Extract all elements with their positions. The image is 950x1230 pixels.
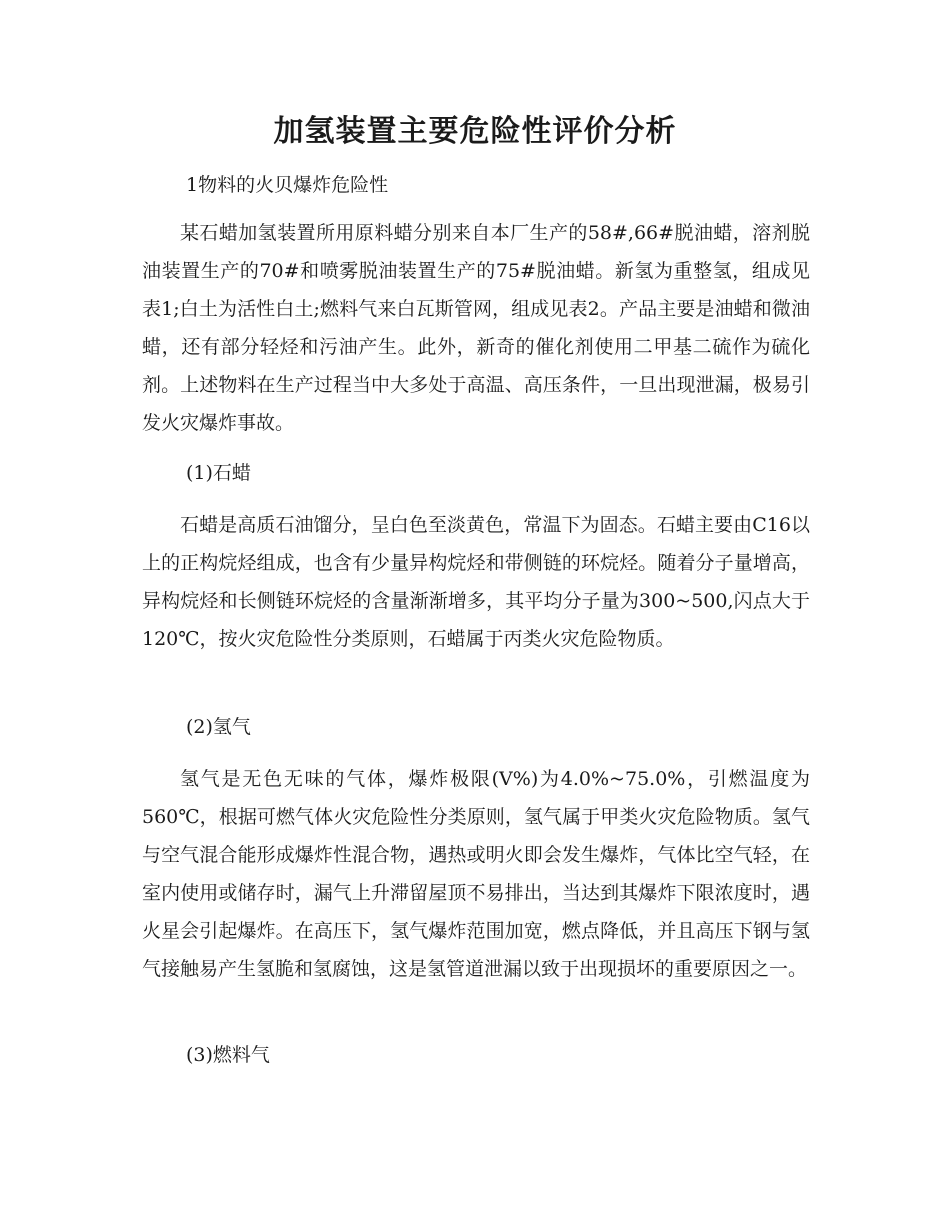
subsection-heading-paraffin: (1)石蜡 <box>186 462 251 484</box>
document-title: 加氢装置主要危险性评价分析 <box>273 114 677 149</box>
paragraph-paraffin: 石蜡是高质石油馏分，呈白色至淡黄色，常温下为固态。石蜡主要由C16以上的正构烷烃组成，也含有少量异构烷烃和带侧链的环烷烃。随着分子量增高，异构烷烃和长侧链环烷烃的含量渐渐增多，其平均分子量为300~500,闪点大于120℃，按火灾危险性分类原则，石蜡属于丙类火灾危险物质。 <box>142 514 810 650</box>
subsection-heading-hydrogen: (2)氢气 <box>186 716 251 738</box>
paragraph-hydrogen: 氢气是无色无味的气体，爆炸极限(V%)为4.0%~75.0%，引燃温度为560℃，根据可燃气体火灾危险性分类原则，氢气属于甲类火灾危险物质。氢气与空气混合能形成爆炸性混合物，遇热或明火即会发生爆炸，气体比空气轻，在室内使用或储存时，漏气上升滞留屋顶不易排出，当达到其爆炸下限浓度时，遇火星会引起爆炸。在高压下，氢气爆炸范围加宽，燃点降低，并且高压下钢与氢气接触易产生氢脆和氢腐蚀，这是氢管道泄漏以致于出现损坏的重要原因之一。 <box>142 768 810 980</box>
subsection-heading-fuel-gas: (3)燃料气 <box>186 1044 270 1066</box>
section-heading-1: 1物料的火贝爆炸危险性 <box>186 174 389 196</box>
paragraph-intro: 某石蜡加氢装置所用原料蜡分别来自本厂生产的58#,66#脱油蜡，溶剂脱油装置生产的70#和喷雾脱油装置生产的75#脱油蜡。新氢为重整氢，组成见表1;白土为活性白土;燃料气来白瓦斯管网，组成见表2。产品主要是油蜡和微油蜡，还有部分轻烃和污油产生。此外，新奇的催化剂使用二甲基二硫作为硫化剂。上述物料在生产过程当中大多处于高温、高压条件，一旦出现泄漏，极易引发火灾爆炸事故。 <box>142 222 810 434</box>
